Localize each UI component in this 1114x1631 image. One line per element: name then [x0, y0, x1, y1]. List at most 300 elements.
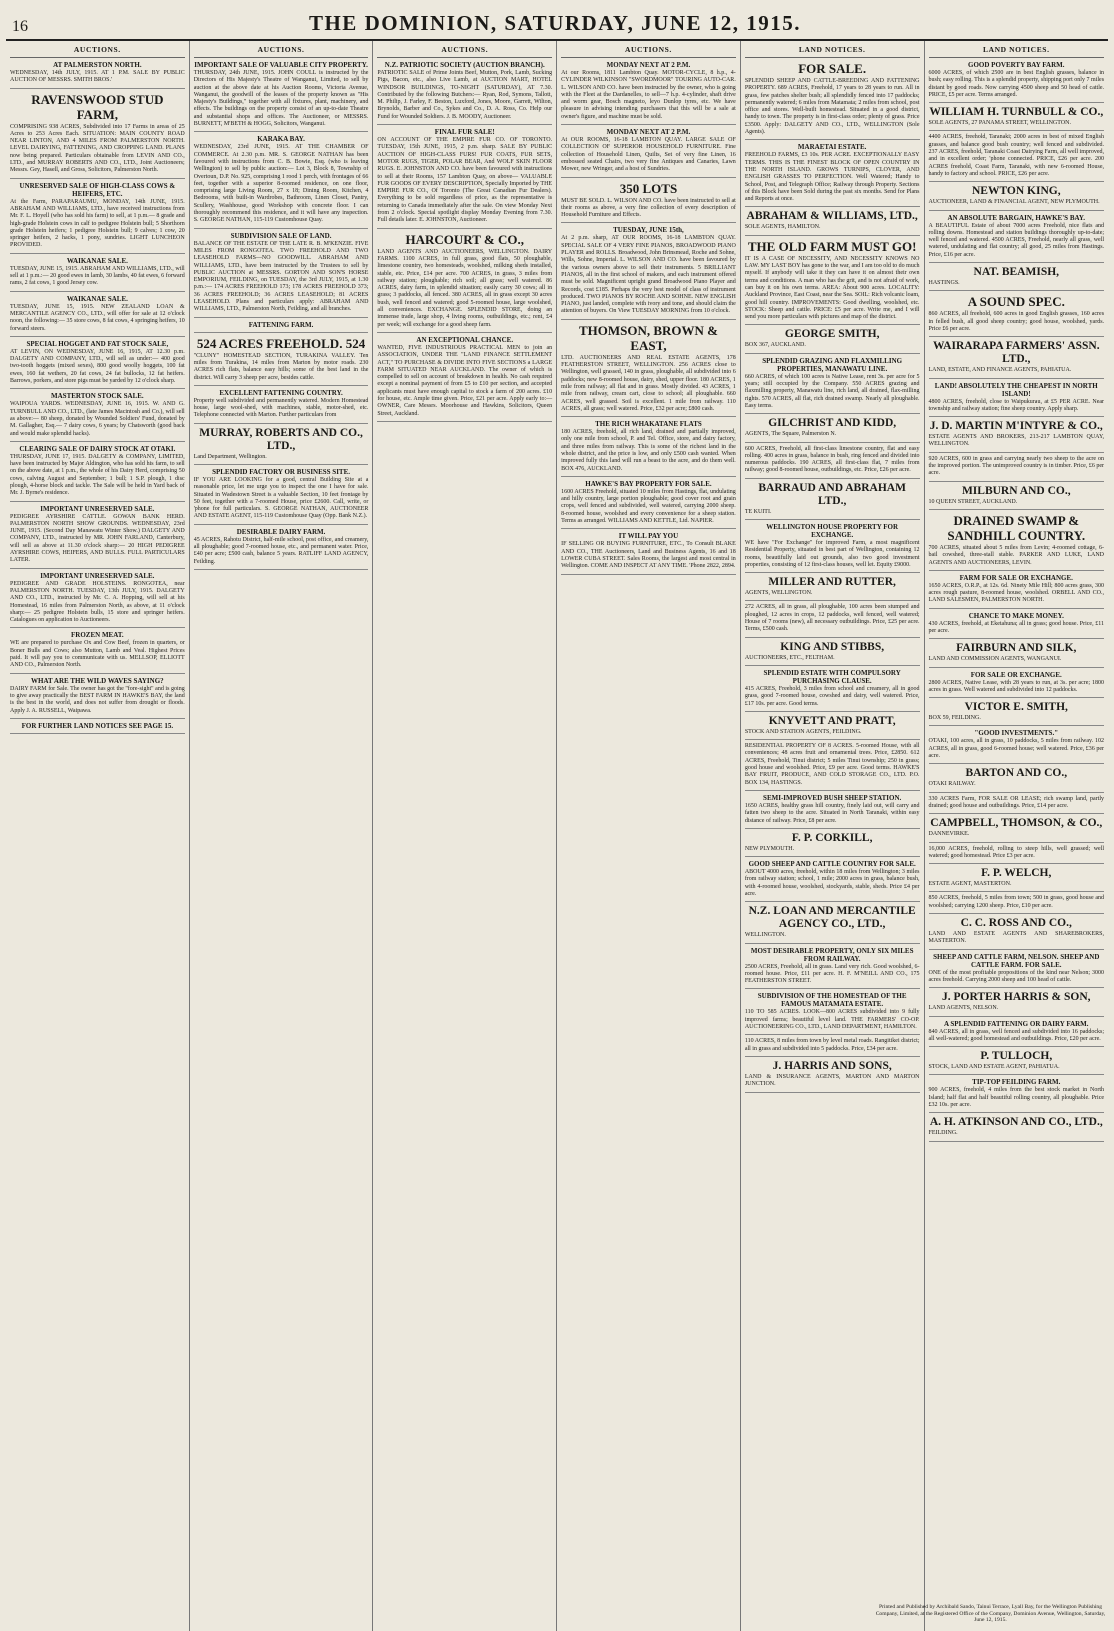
advertisement — [929, 266, 1105, 287]
advertisement — [929, 953, 1105, 985]
advertisement — [745, 1060, 920, 1089]
ad-body-text: THURSDAY, JUNE 17, 1915. DALGETY & COMPANY, LIMITED, have been instructed by Major Aldington, who has sold his farm, to sell on the above date, at 1 p.m., the whole of his Dairy Herd, comprising 50 cows, calving August and September; 1 bull; 1 S.P. plough, 1 disc plough, 4-horse block and tackle. The Sale will be held in Yard back of Mr. J. Byrne's residence. — [10, 453, 185, 497]
ad-body-text: WE have "For Exchange" for improved Farm, a most magnificent Residential Property, situated in best part of Wellington, containing 12 rooms, beautifully laid out grounds, also two good investment properties, consisting of 12 first-class houses, well let. Equity £9000. — [744, 539, 920, 568]
ad-divider — [929, 452, 1105, 453]
advertisement — [929, 642, 1105, 663]
ad-heading: A SPLENDID FATTENING OR DAIRY FARM. — [943, 1019, 1089, 1028]
ad-body-text: SOLE AGENTS, HAMILTON. — [744, 224, 821, 231]
ad-heading: FOR SALE OR EXCHANGE. — [970, 670, 1062, 679]
ad-body-text: 1650 ACRES, healthy grass hill country, finely laid out, will carry and fatten two sheep to the acre. Situated in North Taranaki, within easy distance of railway. Price, £8 per acre. — [744, 802, 920, 824]
ad-signature: F. P. WELCH, — [981, 867, 1052, 880]
ad-heading: CHANCE TO MAKE MONEY. — [968, 611, 1064, 620]
advertisement — [929, 1050, 1105, 1071]
ad-body-text: RESIDENTIAL PROPERTY OF 8 ACRES. 5-roomed House, with all conveniences; 48 acres fruit and ornamental trees. Price, £2850. 612 ACRES, Freehold, Tinui district; 5 miles Tinui township; 250 in grass; good house and woolshed. Price, £9 per acre. Good terms. HAWKE'S BAY FRUIT, PRODUCE, AND COLD STORAGE CO., LTD. P.O. BOX 134, HASTINGS. — [744, 743, 920, 786]
ad-body-text: ESTATE AGENT, MASTERTON. — [928, 881, 1012, 888]
ad-divider — [561, 319, 736, 320]
ad-signature: C. C. ROSS AND CO., — [960, 917, 1072, 930]
ad-divider — [10, 501, 185, 502]
ad-signature: BARRAUD AND ABRAHAM LTD., — [758, 481, 906, 507]
ad-body-text: OTAKI RAILWAY. — [928, 781, 976, 788]
ad-divider — [194, 569, 369, 570]
advertisement — [745, 860, 920, 898]
ad-divider — [745, 413, 920, 414]
ad-divider — [745, 139, 920, 140]
ad-body-text: At our Rooms, 1811 Lambton Quay. MOTOR-CYCLE, 8 h.p., 4-CYLINDER WILKINSON "SWORDMOOR" TOURING AUTO-CAR. L. WILSON AND CO. have been instructed by the owner, who is going with the Fleet at the Dardanelles, to sell—7 h.p. 4-cylinder, shaft drive and worm gear, Bosch magneto, leyo Dunlop tyres, etc. We have pleasure in advising intending purchasers that this will be a sale at owner's figure, and machine must be sold. — [561, 70, 736, 120]
advertisement — [745, 715, 920, 736]
ad-divider — [194, 131, 369, 132]
ad-body-text: FEILDING. — [928, 1130, 958, 1137]
ad-heading: WAIKANAE SALE. — [66, 256, 128, 265]
ad-divider — [745, 353, 920, 354]
advertisement — [561, 480, 736, 525]
ad-divider — [377, 228, 552, 229]
ad-divider — [745, 637, 920, 638]
ad-divider — [745, 1056, 920, 1057]
ad-body-text: PEDIGREE AYRSHIRE CATTLE. GOWAN BANK HERD. PALMERSTON NORTH SHOW GROUNDS. WEDNESDAY, 23rd JUNE, 1915. (Second Day Manawatu Winter Show.) DALGETY AND COMPANY, LTD., instructed by MR. JOHN FARLAND, Canterbury, will sell as above at 11.30 o'clock sharp:— 20 HIGH PEDIGREE AYRSHIRE COWS, HEIFERS, AND BULLS. FULL PARTICULARS LATER. — [10, 513, 185, 564]
advertisement — [745, 947, 920, 986]
ad-heading: N.Z. PATRIOTIC SOCIETY (AUCTION BRANCH). — [384, 61, 545, 69]
ad-divider — [10, 627, 185, 628]
ad-divider — [745, 519, 920, 520]
ad-divider — [745, 739, 920, 740]
advertisement — [745, 576, 920, 597]
ad-body-text: ONE of the most profitable propositions of the kind near Nelson; 3000 acres freehold. Carrying 2000 sheep and 100 head of cattle. — [928, 969, 1105, 983]
ad-signature: P. TULLOCH, — [980, 1050, 1053, 1063]
advertisement — [929, 513, 1105, 567]
advertisement — [745, 143, 920, 203]
advertisement — [745, 641, 920, 662]
ad-body-text: 272 ACRES, all in grass, all ploughable, 100 acres been stumped and ploughed, 12 acres in crops, 12 paddocks, well fenced, well watered; House of 7 rooms (new), all necessary outbuildings. Price, £25 per acre. Terms, £500 cash. — [744, 604, 920, 633]
ad-body-text: MUST BE SOLD. L. WILSON AND CO. have been instructed to sell at their rooms as above, a very fine collection of every description of Household Furniture and Effects. — [561, 197, 736, 219]
ad-divider — [929, 481, 1105, 482]
ad-signature: GEORGE SMITH, — [784, 328, 880, 341]
ad-divider — [929, 792, 1105, 793]
ad-display-title: 350 LOTS — [619, 180, 678, 196]
ad-divider — [929, 763, 1105, 764]
ad-divider — [929, 1074, 1105, 1075]
advertisement — [194, 389, 369, 420]
advertisement — [10, 61, 185, 85]
ad-heading: MONDAY NEXT AT 2 P.M. — [606, 128, 691, 137]
ad-body-text: SOLE AGENTS, 27 PANAMA STREET, WELLINGTON. — [928, 120, 1071, 127]
ad-divider — [194, 228, 369, 229]
ad-divider — [929, 1016, 1105, 1017]
ad-signature: VICTOR E. SMITH, — [964, 701, 1068, 714]
ad-body-text: 110 ACRES, 8 miles from town by level metal roads. Rangitikei district; all in grass and subdivided into 5 paddocks. Price, £34 per acre. — [744, 1038, 920, 1052]
advertisement — [10, 631, 185, 669]
advertisement — [194, 135, 369, 224]
ad-body-text: At 2 p.m. sharp, AT OUR ROOMS, 16-18 LAMBTON QUAY. SPECIAL SALE OF 4 VERY FINE PIANOS, BROADWOOD PIANO PLAYER and ROLLS. Broadwood, John Brinsmead, Roche and Sohne, Wills, Sohne, Imperial. L. WILSON AND CO. have been favoured by the various owners above to sell their instruments. 5 BRILLIANT PIANOS, all in the first school of makers, and each instrument offered must be sold. Magnificent upright grand Broadwood Piano Player and Records, cost £185. Perhaps the very best model of class of instrument produced. TWO PIANOS BY ROCHE AND SOHNE. NEW ENGLISH PIANO, just landed, complete with ivory and tone, and should claim the attention of buyers. On View TUESDAY MORNING from 10 o'clock. — [561, 235, 736, 315]
advertisement — [561, 61, 736, 121]
ad-divider — [929, 570, 1105, 571]
ad-body-text: ABOUT 4000 acres, freehold, within 18 miles from Wellington; 3 miles from railway station; school, 1 mile; 2000 acres in grass, balance bush, with 4-roomed house, woolshed, stockyards, stable, sheds. Price £4 per acre. — [744, 869, 920, 897]
ad-divider — [929, 638, 1105, 639]
advertisement — [929, 991, 1105, 1012]
ad-body-text: A BEAUTIFUL Estate of about 7000 acres Freehold, nice flats and rolling downs. Homestead and station buildings thoroughly up-to-date; well fenced and watered. 4500 ACRES, Freehold, nearly all grass, well watered, undulating and flat country; all good, 25 miles from Hastings. Price, £16 per acre. — [928, 222, 1105, 258]
column-6 — [925, 41, 1109, 1631]
ad-divider — [929, 181, 1105, 182]
ad-heading: GOOD POVERTY BAY FARM. — [968, 61, 1065, 69]
ad-body-text: HASTINGS. — [928, 280, 960, 287]
ad-body-text: 600 ACRES, Freehold, all first-class limestone country, flat and easy rolling. 400 acres in grass, balance in bush, ring fenced and divided into numerous paddocks. 190 ACRES, all first-class flat, 7 miles from railway; good 8-roomed house, outbuildings, etc. Price, £26 per acre. — [744, 445, 920, 474]
advertisement — [929, 867, 1105, 888]
ad-body-text: LAND AGENTS AND AUCTIONEERS, WELLINGTON. DAIRY FARMS. 1100 ACRES, in full grass, good flats, 50 ploughable, limestone country, two homesteads, woolshed, milking sheds installed, stable, etc. Price, £14 per acre. 700 ACRES, in grass, 3 miles from railway station; ploughable; rich soil; all grass; well watered. 86 ACRES, dairy farm, in splendid situation; easily carry 30 cows; all in grass; 3 paddocks, all fenced. 380 ACRES, all in grass except 30 acres bush, well fenced and watered; good 5-roomed house, large woolshed, all conveniences. EXCHANGE. SPLENDID STORE, doing an immense trade, large shop, 4 living rooms, outbuildings, etc.; rent, £4 per week; will exchange for a good sheep farm. — [377, 248, 553, 328]
ad-body-text: 4400 ACRES, freehold, Taranaki; 2000 acres in best of mixed English grasses, and balance good bush country; well fenced and subdivided. 237 ACRES, freehold, Taranaki Coast Dairying Farm, all well improved, and in excellent order; 'phone connected. PRICE, £26 per acre. 200 ACRES freehold, Coast Farm, Taranaki, with new 6-roomed House, handy to factory and school. PRICE, £26 per acre. — [928, 134, 1105, 177]
ad-body-text: 180 ACRES, freehold, all rich land, drained and partially improved, only one mile from school, P. and Tel. Office, store, and dairy factory, and three miles from railway. This is some of the richest land in the whole district, and the price is low, and only £500 cash wanted. When improved fully this land will run a beast to the acre, and do them well. BOX 476, AUCKLAND. — [561, 429, 736, 472]
ad-divider — [745, 206, 920, 207]
ad-heading: HAWKE'S BAY PROPERTY FOR SALE. — [585, 479, 712, 488]
ad-body-text: 920 ACRES, 600 in grass and carrying nearly two sheep to the acre on the improved portion. The unimproved country is in timber. Price, £6 per acre. — [928, 455, 1105, 477]
ad-heading: EXCELLENT FATTENING COUNTRY. — [219, 388, 343, 397]
advertisement — [929, 214, 1105, 259]
advertisement — [194, 232, 369, 314]
ad-body-text: 330 ACRES Farm, FOR SALE OR LEASE; rich swamp land, partly drained; good house and outbuildings. Price, £14 per acre. — [928, 795, 1105, 809]
advertisement — [929, 134, 1105, 178]
ad-heading: WAIKANAE SALE. — [66, 294, 128, 303]
ad-body-text: DANNEVIRKE. — [928, 831, 970, 838]
advertisement — [929, 1078, 1105, 1109]
ad-divider — [745, 856, 920, 857]
ad-divider — [745, 478, 920, 479]
masthead — [6, 6, 1108, 41]
page-number: 16 — [12, 18, 28, 35]
advertisement — [561, 226, 736, 315]
advertisement — [561, 128, 736, 173]
advertisement — [10, 445, 185, 498]
ad-divider — [194, 524, 369, 525]
ad-display-title: THOMSON, BROWN & EAST, — [578, 322, 718, 353]
ad-body-text: 2800 ACRES, Native Lease, with 28 years to run, at 3s. per acre; 1800 acres in grass. Well watered and subdivided into 12 paddocks. — [928, 679, 1105, 693]
ad-body-text: STOCK AND STATION AGENTS, FEILDING. — [744, 728, 862, 735]
ad-heading: MASTERTON STOCK SALE. — [51, 392, 144, 401]
ad-body-text: 660 ACRES, of which 100 acres is Native Lease, rent 3s. per acre for 5 years; still occupied by the Company. 550 ACRES grazing and flaxmilling property, Manawatu line, rich land, all drained, flax-milling rights. 570 ACRES, all flat, rich drained swamp. Nearly all ploughable. Easy terms. — [744, 373, 920, 409]
ad-signature: FAIRBURN AND SILK, — [956, 642, 1077, 655]
column-header: AUCTIONS. — [377, 43, 552, 58]
advertisement — [929, 485, 1105, 506]
ad-heading: AN EXCEPTIONAL CHANCE. — [416, 335, 514, 344]
advertisement — [745, 482, 920, 516]
advertisement — [929, 61, 1105, 99]
ad-body-text: PEDIGREE AND GRADE HOLSTEINS. RONGOTEA, near PALMERSTON NORTH. TUESDAY, 13th JULY, 1915. DALGETY AND CO., LTD., instructed by Mr. C. A. Hopping, will sell at his Homestead, 16 miles from Palmerston North, as above, at 11 o'clock sharp:— 25 pedigree Holstein bulls, 15 store and springer heifers. Catalogues on application to Auctioneers. — [10, 580, 185, 624]
advertisement — [745, 743, 920, 787]
ad-display-title: HARCOURT & CO., — [405, 231, 524, 247]
ad-divider — [745, 442, 920, 443]
ad-body-text: TUESDAY, JUNE 15, 1915. NEW ZEALAND LOAN & MERCANTILE AGENCY CO., LTD., will offer for sale at 12 o'clock noon, the following:— 35 store cows, 8 fat cows, 4 springing heifers, 10 forward steers. — [10, 303, 185, 332]
ad-body-text: OTAKI, 100 acres, all in grass, 10 paddocks, 5 miles from railway. 102 ACRES, all in grass, good 6-roomed house; well watered. Price, £36 per acre. — [928, 738, 1105, 760]
advertisement — [929, 767, 1105, 788]
ad-heading: WHAT ARE THE WILD WAVES SAYING? — [31, 676, 164, 685]
ad-body-text: PATRIOTIC SALE of Prime Joints Beef, Mutton, Pork, Lamb, Sucking Pigs, Bacon, etc., also Live Lamb, at AUCTION MART, HOTEL WINDSOR BUILDINGS, TO-NIGHT (SATURDAY), AT 7.30. Contributed by the following Butchers:— Ryan, Rod, Symons, Tallott, M. Philip, J. Farley, F. Beston, Luxford, Jones, Moore, Garrett, Wilton, Brynolds, Barber and Co., Sykes and Co., D. A. Ross, Co. Help our Fund for Wounded Soldiers. J. B. MOODY, Auctioneer. — [377, 70, 553, 120]
ad-heading: SPLENDID GRAZING AND FLAXMILLING PROPERTIES, MANAWATU LINE. — [762, 356, 903, 373]
ad-body-text: THURSDAY, 24th JUNE, 1915. JOHN COULL is instructed by the Directors of His Majesty's Theatre of Wanganui, Limited, to sell by auction at the above date at his Auction Rooms, Victoria Avenue, Wanganui, the goodwill of the leases of the property known as "His Majesty's Buildings," together with all fixtures, plant, machinery, and effects. The buildings on the property consist of an up-to-date Theatre and substantial shops and offices. The Auctioneer, or MESSRS. BURNETT, M'BETH & HOGG, Solicitors, Wanganui. — [193, 70, 369, 128]
ad-body-text: STOCK, LAND AND ESTATE AGENT, PAHIATUA. — [928, 1064, 1060, 1071]
ad-heading: SPECIAL HOGGET AND FAT STOCK SALE, — [26, 339, 169, 348]
ad-body-text: LAND AND COMMISSION AGENTS, WANGANUI. — [928, 656, 1062, 663]
ad-signature: WILLIAM H. TURNBULL & CO., — [929, 106, 1104, 119]
advertisement — [745, 669, 920, 708]
ad-body-text: ESTATE AGENTS AND BROKERS, 213-217 LAMBTON QUAY, WELLINGTON. — [928, 434, 1105, 448]
ad-divider — [929, 608, 1105, 609]
ad-divider — [745, 1092, 920, 1093]
advertisement — [561, 420, 736, 473]
ad-body-text: Property well subdivided and permanently watered. Modern Homestead house, large wool-shed, with machines, stable, motor-shed, etc. Telephone connected with Marton. Further particulars from — [193, 397, 369, 419]
ad-divider — [745, 324, 920, 325]
column-5 — [741, 41, 925, 1631]
advertisement — [929, 185, 1105, 206]
ad-heading: IMPORTANT SALE OF VALUABLE CITY PROPERTY. — [194, 61, 368, 69]
ad-body-text: AGENTS, WELLINGTON. — [744, 590, 813, 597]
column-header: AUCTIONS. — [194, 43, 369, 58]
advertisement — [929, 420, 1105, 449]
ad-divider — [929, 210, 1105, 211]
advertisement — [929, 917, 1105, 946]
ad-divider — [745, 665, 920, 666]
advertisement — [10, 295, 185, 333]
ad-divider — [194, 464, 369, 465]
ad-signature: BARTON AND CO., — [965, 767, 1068, 780]
ad-heading: WELLINGTON HOUSE PROPERTY FOR EXCHANGE. — [766, 522, 899, 539]
advertisement — [194, 427, 369, 461]
column-2 — [190, 41, 374, 1631]
advertisement — [929, 106, 1105, 127]
ad-heading: TIP-TOP FEILDING FARM. — [972, 1078, 1061, 1087]
ad-signature: N.Z. LOAN AND MERCANTILE AGENCY CO., LTD., — [748, 905, 916, 931]
ad-body-text: 415 ACRES, Freehold, 3 miles from school and creamery, all in good grass, good 7-roomed house, cowshed and dairy, well watered. Price, £17 10s. per acre. Good terms. — [744, 685, 920, 707]
ad-body-text: 1600 ACRES Freehold, situated 10 miles from Hastings, flat, undulating and hilly country, large portion ploughable; good cover root and grain crops, well fenced and subdivided, well watered, carrying 2000 sheep. 8-roomed house, woolshed and every convenience for a sheep station. Terms as arranged. WILLIAMS AND KETTLE, Ltd. NAPIER. — [561, 488, 736, 525]
advertisement — [929, 817, 1105, 838]
ad-divider — [10, 733, 185, 734]
ad-signature: GILCHRIST AND KIDD, — [768, 417, 897, 430]
ad-divider — [929, 1046, 1105, 1047]
ad-body-text: BALANCE OF THE ESTATE OF THE LATE R. B. M'KENZIE. FIVE MILES FROM RONGOTEA. TWO FREEHOLD AND TWO LEASEHOLD FARMS—NO GOODWILL. ABRAHAM AND WILLIAMS, LTD., have been instructed by the Trustees to sell by PUBLIC AUCTION at MESSRS. GORTON AND SON'S HORSE EMPORIUM, FEILDING, on TUESDAY, the 3rd JULY, 1915, at 1.30 p.m.:— 174 ACRES FREEHOLD 173; 178 ACRES FREEHOLD 373; 36 ACRES FREEHOLD; 36 ACRES LEASEHOLD; 81 ACRES LEASEHOLD. Plans and particulars apply: ABRAHAM AND WILLIAMS, LTD., Palmerston North, Feilding, and all branches. — [193, 240, 369, 313]
ad-divider — [10, 291, 185, 292]
advertisement — [745, 239, 920, 322]
ad-body-text: NEW PLYMOUTH. — [744, 845, 795, 852]
advertisement — [929, 340, 1105, 374]
advertisement — [194, 61, 369, 128]
ad-divider — [745, 901, 920, 902]
advertisement — [929, 846, 1105, 861]
ad-heading: FATTENING FARM. — [248, 320, 314, 329]
ad-body-text: AT LEVIN, ON WEDNESDAY, JUNE 16, 1915, AT 12.30 p.m. DALGETY AND COMPANY, LTD., will sell as under:— 400 good two-tooth hoggets (mixed sexes), 800 good woolly hoggets, 100 fat ewes, 160 fat wethers, 20 fat cows, 24 fat bullocks, 12 fat heifers. Barrows, porkers, and store pigs must be yarded by 12 o'clock sharp. — [10, 348, 185, 385]
ad-body-text: 850 ACRES, freehold, 5 miles from town; 500 in grass, good house and woolshed; carrying 1200 sheep. Price, £10 per acre. — [928, 895, 1105, 909]
ad-signature: WAIRARAPA FARMERS' ASSN. LTD., — [932, 340, 1100, 366]
ad-body-text: AUCTIONEERS, ETC., FELTHAM. — [744, 654, 835, 661]
ad-heading: FARM FOR SALE OR EXCHANGE. — [959, 573, 1073, 582]
ad-body-text: 840 ACRES, all in grass, well fenced and subdivided into 16 paddocks; all well-watered; good homestead and outbuildings. Price, £20 per acre. — [928, 1028, 1105, 1042]
advertisement — [10, 677, 185, 715]
ad-display-title: FOR SALE. — [798, 61, 867, 76]
ad-signature: F. P. CORKILL, — [791, 831, 873, 844]
ad-divider — [929, 509, 1105, 510]
column-1 — [6, 41, 190, 1631]
ad-body-text: At OUR ROOMS, 16-18 LAMBTON QUAY. LARGE SALE OF COLLECTION OF SUPERIOR HOUSEHOLD FURNITURE. Fine collection of Household Linen, Quilts, Set of very fine Linen, 16 embossed seated Chairs, two very fine Antiques and Canaries, Lawn Mower, new Wringer, and a host of Sundries. — [561, 137, 736, 173]
ad-divider — [561, 528, 736, 529]
ad-divider — [377, 332, 552, 333]
ad-body-text: ON ACCOUNT OF THE EMPIRE FUR CO. OF TORONTO. TUESDAY, 15th JUNE, 1915, 2 p.m. sharp. SALE BY PUBLIC AUCTION OF HIGH-CLASS FURS! FUR COATS, FUR SETS, MOTOR RUGS, TIGER, POLAR BEAR, And WOLF SKIN FLOOR RUGS. E. JOHNSTON AND CO. have been favoured with instructions to sell at their Rooms, 157 Lambton Quay, on above— VALUABLE FUR GOODS OF EVERY DESCRIPTION, Specially Imported by THE EMPIRE FUR CO., Of Toronto (The Great Canadian Fur Dealers). Everything to be sold regardless of price, as the representative is returning to Canada immediately after the sale. On view Monday Next from 2 o'clock. Special spotlight display Monday Evening from 7.30. Full details later. E. JOHNSTON, Auctioneer. — [377, 137, 553, 224]
advertisement — [929, 1116, 1105, 1137]
advertisement — [10, 572, 185, 625]
ad-divider — [10, 388, 185, 389]
advertisement — [745, 604, 920, 633]
ad-body-text: FREEHOLD FARMS, £3 10s. PER ACRE. EXCEPTIONALLY EASY TERMS. THIS IS THE FINEST BLOCK OF OPEN COUNTRY IN THE NORTH ISLAND. GROWS TURNIPS, CLOVER, AND ENGLISH GRASSES TO PERFECTION. Well Watered; Handy to School, Post, and Telegraph Office; Railway through Property. Sections of this Block have been Sold during the past six months. Send for Plans and Reports at once. — [744, 152, 920, 203]
ad-heading: IT WILL PAY YOU — [618, 532, 679, 541]
ad-body-text: IF SELLING OR BUYING FURNITURE, ETC., To Consult BLAKE AND CO., THE Auctioneers, Land and Business Agents, 16 and 18 LOWER CUBA STREET. Sales Rooms, the largest and most central in Wellington. COME AND INSPECT AT ANY TIME. 'Phone 2822, 2894. — [561, 541, 736, 570]
advertisement — [10, 257, 185, 288]
ad-signature: MILBURN AND CO., — [961, 484, 1071, 497]
advertisement — [929, 729, 1105, 760]
ad-divider — [10, 673, 185, 674]
column-header: LAND NOTICES. — [929, 43, 1105, 58]
advertisement — [929, 294, 1105, 333]
ad-divider — [929, 987, 1105, 988]
ad-divider — [929, 667, 1105, 668]
ad-body-text: 900 ACRES, freehold, 4 miles from the best stock market in North Island; half flat and half beautiful rolling country, all ploughable. Price £32 10s. per acre. — [928, 1087, 1105, 1108]
ad-signature: CAMPBELL, THOMSON, & CO., — [930, 817, 1103, 830]
ad-body-text: WANTED, FIVE INDUSTRIOUS PRACTICAL MEN to join an ASSOCIATION, UNDER THE "LAND FINANCE SETTLEMENT ACT," TO PURCHASE & DIVIDE INTO FIVE SECTIONS a LARGE FARM SITUATED NEAR AUCKLAND. The owner of which is compelled to sell on account of breakdown in health. No cash required except a nominal payment of from £5 to £10 per section, and accepted applicants must have enough capital to stock a farm of 200 acres. £10 for house, etc. Ample time given. Price, £21 per acre. Apply early to:— OWNER, Care Messrs. Moorhouse and Hawkins, Solicitors, Queen Street, Auckland. — [377, 344, 553, 417]
ad-divider — [10, 441, 185, 442]
ad-display-title: A SOUND SPEC. — [967, 294, 1065, 310]
ad-heading: SEMI-IMPROVED BUSH SHEEP STATION. — [763, 793, 902, 802]
ad-divider — [929, 725, 1105, 726]
ad-divider — [10, 336, 185, 337]
ad-display-title: 524 ACRES FREEHOLD. 524 — [196, 335, 366, 351]
ad-body-text: At the Farm, PARAPARAUMU, MONDAY, 14th JUNE, 1915. ABRAHAM AND WILLIAMS, LTD., have received instructions from Mr. F. L. Hoyell (who has sold his farm) to sell, at 1 p.m.— 8 grade and high-grade Holstein cows in calf to pedigree Holstein bull; 5 Shorthorn grade Holstein heifers; 1 pedigree Holstein bull; 9 calves; 1 cow, 20 springer heifers, 2 hacks, 1 pony, sundries. LIGHT LUNCHEON PROVIDED. — [10, 198, 185, 249]
ad-heading: TUESDAY, JUNE 15th, — [613, 226, 684, 235]
column-header: LAND NOTICES. — [745, 43, 920, 58]
ad-heading: AN ABSOLUTE BARGAIN, HAWKE'S BAY. — [947, 213, 1086, 222]
advertisement — [745, 328, 920, 349]
newspaper-title: THE DOMINION, SATURDAY, JUNE 12, 1915. — [308, 11, 802, 35]
advertisement — [377, 128, 552, 225]
ad-divider — [745, 1034, 920, 1035]
ad-body-text: 4800 ACRES, freehold, close to Waipukurau, at £5 PER ACRE. Near township and railway station; fine sheep country. Apply sharp. — [928, 398, 1105, 412]
ad-divider — [929, 1112, 1105, 1113]
ad-signature: A. H. ATKINSON AND CO., LTD., — [929, 1116, 1103, 1129]
ad-signature: ABRAHAM & WILLIAMS, LTD., — [746, 210, 918, 223]
advertisement — [194, 528, 369, 566]
ad-body-text: AUCTIONEER, LAND & FINANCIAL AGENT, NEW PLYMOUTH. — [928, 199, 1100, 206]
advertisement — [377, 61, 552, 121]
ad-body-text: 430 ACRES, freehold, at Eketahuna; all in grass; good house. Price, £11 per acre. — [928, 620, 1105, 634]
advertisement — [929, 574, 1105, 605]
ad-divider — [745, 711, 920, 712]
ad-body-text: 860 ACRES, all freehold, 600 acres in good English grasses, 160 acres in felled bush, all good sheep country; good house, woolshed, yards. Price £6 per acre. — [928, 311, 1105, 332]
advertisement — [194, 321, 369, 329]
imprint-footer: Printed and Published by Archibald Sando, Tainui Terrace, Lyall Bay, for the Wellington Publishing Company, Limited, at the Registered Office of the Company, Dominion Avenue, Wellington, Saturday, June 12, 1915. — [875, 1604, 1106, 1624]
advertisement — [561, 323, 736, 413]
advertisement — [929, 671, 1105, 695]
advertisement — [929, 895, 1105, 910]
advertisement — [561, 532, 736, 570]
ad-heading: SUBDIVISION SALE OF LAND. — [230, 231, 332, 240]
ad-heading: DESIRABLE DAIRY FARM. — [236, 527, 326, 536]
advertisement — [10, 505, 185, 565]
ad-heading: CLEARING SALE OF DAIRY STOCK AT OTAKI. — [19, 444, 176, 453]
ad-divider — [929, 416, 1105, 417]
column-4 — [557, 41, 741, 1631]
ad-body-text: COMPRISING 938 ACRES, Subdivided into 17 Farms in areas of 25 Acres to 253 Acres Each. SITUATION: MAIN COUNTY ROAD NEAR LINTON, AND 4 MILES FROM PALMERSTON NORTH. LEVEL DAIRYING, FATTENING, AND CROPPING LAND. PLANS now being prepared. Particulars obtainable from LEVIN AND CO., LTD., and MURRAY ROBERTS AND CO., LTD., Joint Auctioneers; Messrs. Gey, Hasell, and Gross, Solicitors, Palmerston North. — [10, 123, 185, 174]
ad-divider — [929, 378, 1105, 379]
ad-body-text: LAND & INSURANCE AGENTS, MARTON AND MARTON JUNCTION. — [744, 1073, 920, 1088]
advertisement — [561, 181, 736, 220]
ad-divider — [561, 177, 736, 178]
ad-divider — [929, 863, 1105, 864]
ad-divider — [561, 222, 736, 223]
column-container — [6, 41, 1108, 1631]
ad-signature: NAT. BEAMISH, — [973, 266, 1060, 279]
ad-divider — [929, 891, 1105, 892]
ad-body-text: TUESDAY, JUNE 15, 1915. ABRAHAM AND WILLIAMS, LTD., will sell at 1 p.m.:— 20 good ewes in lamb, 30 lambs, 40 fat ewes, 6 forward rams, 2 fat cows, 1 good Jersey cow. — [10, 265, 185, 287]
ad-divider — [929, 949, 1105, 950]
advertisement — [929, 796, 1105, 811]
ad-divider — [929, 842, 1105, 843]
ad-body-text: WEDNESDAY, 14th JULY, 1915. AT 1 P.M. SALE BY PUBLIC AUCTION OF MESSRS. SMITH BROS.' — [10, 70, 185, 84]
ad-heading: UNRESERVED SALE OF HIGH-CLASS COWS & HEIFERS, ETC. — [19, 181, 176, 198]
advertisement — [929, 456, 1105, 478]
ad-body-text: WELLINGTON. — [744, 932, 786, 939]
column-header: AUCTIONS. — [10, 43, 185, 58]
advertisement — [745, 1038, 920, 1053]
ad-body-text: DAIRY FARM for Sale. The owner has got the "fore-sight" and is going to give away practically the BEST FARM IN HAWKE'S BAY, the land is the best in the world, and does not suffer from drought or floods. Apply J. A. RUSSELL, Waipawa. — [10, 685, 185, 714]
ad-body-text: 10 QUEEN STREET, AUCKLAND. — [928, 498, 1018, 505]
ad-divider — [561, 124, 736, 125]
ad-divider — [194, 385, 369, 386]
ad-divider — [929, 1141, 1105, 1142]
ad-body-text: WAIPOUA YARDS. WEDNESDAY, JUNE 16, 1915. W. AND G. TURNBULL AND CO., LTD., (late James Macintosh and Co.), will sell as above:— 80 sheep, donated by Wounded Soldiers' Fund, donated by M. Gallagher, Esq.— 7 dairy cows, 6 years; by Chatsworth (good back and would make splendid hacks). — [10, 401, 185, 437]
ad-body-text: LTD. AUCTIONEERS AND REAL ESTATE AGENTS, 178 FEATHERSTON STREET, WELLINGTON. 256 ACRES close to Wellington, well grassed, 140 in grass, ploughable, all subdivided into 6 paddocks; new 8-roomed house, dairy, shed, upper floor. 180 ACRES, 1 mile from railway; all flat and in grass. Mostly divided. 43 ACRES, 1 mile from railway, cream cart, close to school; all ploughable. 660 ACRES, well grassed. Soil is excellent. 1 mile from railway. 110 ACRES, all grass; well watered. Price, £32 per acre; £800 cash. — [561, 354, 736, 412]
ad-body-text: 2500 ACRES, Freehold, all in grass. Land very rich. Good woolshed, 6-roomed house. Price, £11 per acre. H. F. M'NEILL AND CO., 175 FEATHERSTON STREET. — [744, 963, 920, 985]
ad-signature: J. D. MARTIN M'INTYRE & CO., — [929, 420, 1103, 433]
ad-divider — [745, 988, 920, 989]
ad-divider — [194, 332, 369, 333]
ad-signature: NEWTON KING, — [971, 185, 1061, 198]
ad-divider — [929, 290, 1105, 291]
ad-divider — [929, 262, 1105, 263]
advertisement — [745, 794, 920, 825]
ad-signature: MURRAY, ROBERTS AND CO., LTD., — [199, 426, 363, 452]
advertisement — [10, 722, 185, 730]
ad-signature: J. HARRIS AND SONS, — [772, 1059, 892, 1072]
advertisement — [10, 92, 185, 175]
ad-divider — [194, 317, 369, 318]
ad-heading: AT PALMERSTON NORTH. — [53, 61, 142, 69]
ad-body-text: 45 ACRES, Rahotu District, half-mile school, post office, and creamery, all ploughable; good 7-roomed house, etc., and permanent water. Price, £40 per acre; £500 cash, balance 5 years. RATLIFF LAND AGENCY, Feilding. — [193, 536, 369, 565]
advertisement — [745, 992, 920, 1031]
ad-body-text: IF YOU ARE LOOKING for a good, central Building Site at a reasonable price, let me urge you to inspect the one I have for sale. Situated in Wadestown Street is a valuable Section, 10 feet frontage by 50 feet, together with a 7-roomed House, price £2600. Call, write, or 'phone for full particulars. S. GEORGE NATHAN, AUCTIONEER AND ESTATE AGENT, 115-119 Customhouse Quay (Opp. Bank N.Z.). — [193, 476, 369, 520]
ad-heading: "GOOD INVESTMENTS." — [974, 729, 1059, 738]
ad-heading: SHEEP AND CATTLE FARM, NELSON. SHEEP AND CATTLE FARM. FOR SALE. — [933, 952, 1100, 969]
column-header: AUCTIONS. — [561, 43, 736, 58]
ad-body-text: 110 TO 585 ACRES. LOOK—800 ACRES subdivided into 9 fully improved farms; beautiful level land. THE FARMERS' CO-OP. AUCTIONEERING CO., LTD., LAND DEPARTMENT, HAMILTON. — [744, 1009, 920, 1031]
ad-body-text: AGENTS, The Square, Palmerston N. — [744, 431, 837, 438]
advertisement — [194, 468, 369, 521]
ad-body-text: BOX 367, AUCKLAND. — [744, 342, 806, 349]
ad-divider — [929, 336, 1105, 337]
ad-divider — [10, 88, 185, 89]
ad-divider — [10, 253, 185, 254]
ad-body-text: 6000 ACRES, of which 2500 are in best English grasses, balance in bush; easy rolling. This is a splendid property, shipping port only 7 miles distant by good roads. Now carrying 4500 sheep and 50 head of cattle. PRICE, £5 per acre. Terms arranged. — [928, 70, 1105, 98]
ad-heading: MONDAY NEXT AT 2 P.M. — [606, 61, 691, 69]
ad-body-text: 1650 ACRES, O.R.P., at 12s. 6d. Ninety Mile Hill; 800 acres grass, 300 acres rough pasture, 8-roomed house, woolshed. ORBELL AND CO., LAND SALESMEN, PALMERSTON NORTH. — [928, 582, 1105, 604]
advertisement — [10, 392, 185, 437]
advertisement — [377, 336, 552, 418]
ad-signature: KNYVETT AND PRATT, — [768, 714, 896, 727]
ad-divider — [10, 568, 185, 569]
advertisement — [10, 340, 185, 385]
ad-body-text: LAND AND ESTATE AGENTS AND SHAREBROKERS, MASTERTON. — [928, 931, 1105, 945]
ad-body-text: LAND AGENTS, NELSON. — [928, 1005, 999, 1012]
